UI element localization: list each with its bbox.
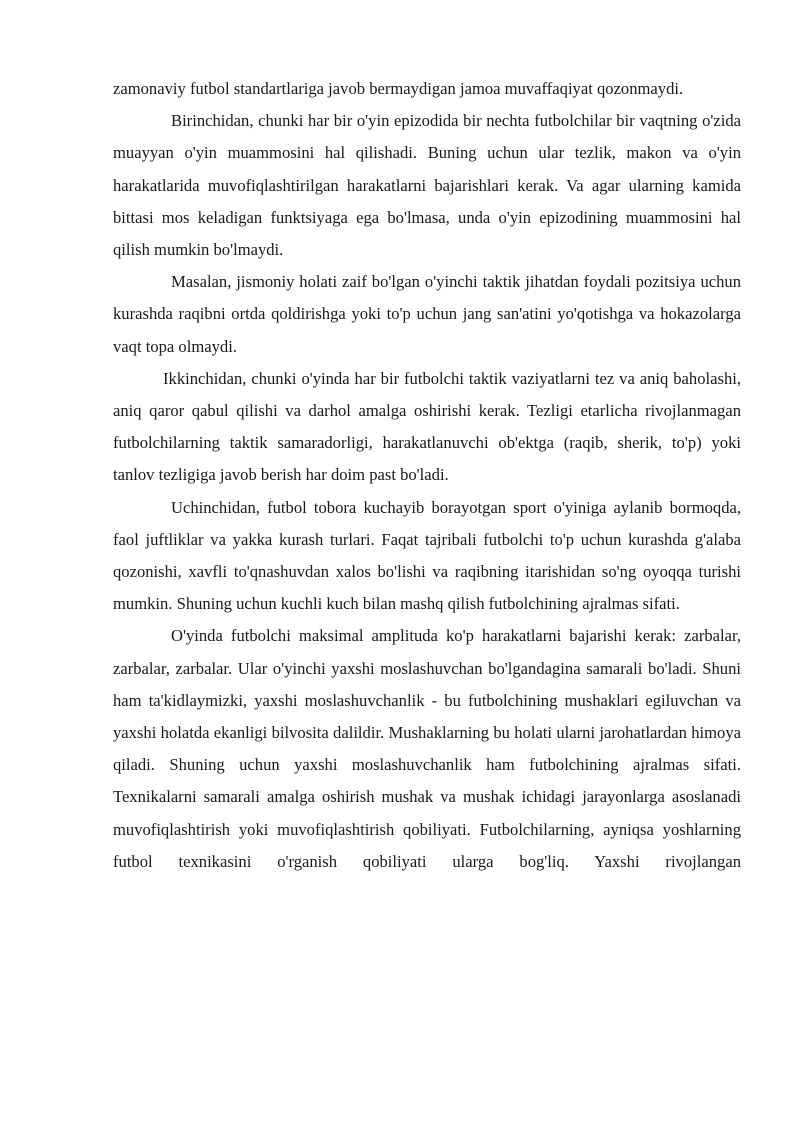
paragraph-6: O'yinda futbolchi maksimal amplituda ko'p harakatlarni bajarishi kerak: zarbalar, zarbalar, zarbalar. Ular o'yinchi yaxshi moslashuvchan bo'lgandagina samarali bo'ladi. Shuni ham ta'kidlaymizki, yaxshi moslashuvchanlik - bu futbolchining mushaklari egiluvchan va yaxshi holatda ekanligi bilvosita dalildir. Mushaklarning bu holati ularni jarohatlardan himoya qiladi. Shuning uchun yaxshi moslashuvchanlik ham futbolchining ajralmas sifati. Texnikalarni samarali amalga oshirish mushak va mushak ichidagi jarayonlarga asoslanadi muvofiqlashtirish yoki muvofiqlashtirish qobiliyati. Futbolchilarning, ayniqsa yoshlarning futbol texnikasini o'rganish qobiliyati ularga bog'liq. Yaxshi rivojlangan — [113, 626, 741, 871]
paragraph-4: Ikkinchidan, chunki o'yinda har bir futbolchi taktik vaziyatlarni tez va aniq baholashi, aniq qaror qabul qilishi va darhol amalga oshirishi kerak. Tezligi etarlicha rivojlanmagan futbolchilarning taktik samaradorligi, harakatlanuvchi ob'ektga (raqib, sherik, to'p) yoki tanlov tezligiga javob berish har doim past bo'ladi. — [113, 368, 741, 485]
paragraph-1: zamonaviy futbol standartlariga javob bermaydigan jamoa muvaffaqiyat qozonmaydi. — [113, 79, 684, 98]
paragraph-2: Birinchidan, chunki har bir o'yin epizodida bir nechta futbolchilar bir vaqtning o'zida muayyan o'yin muammosini hal qilishadi. Buning uchun ular tezlik, makon va o'yin harakatlarida muvofiqlashtirilgan harakatlarni bajarishlari kerak. Va agar ularning kamida bittasi mos keladigan funktsiyaga ega bo'lmasa, unda o'yin epizodining muammosini hal qilish mumkin bo'lmaydi. — [113, 111, 741, 260]
document-body — [113, 73, 741, 878]
paragraph-3: Masalan, jismoniy holati zaif bo'lgan o'yinchi taktik jihatdan foydali pozitsiya uchun kurashda raqibni ortda qoldirishga yoki to'p uchun jang san'atini yo'qotishga va hokazolarga vaqt topa olmaydi. — [113, 272, 741, 356]
paragraph-5: Uchinchidan, futbol tobora kuchayib borayotgan sport o'yiniga aylanib bormoqda, faol juftliklar va yakka kurash turlari. Faqat tajribali futbolchi to'p uchun kurashda g'alaba qozonishi, xavfli to'qnashuvdan xalos bo'lishi va raqibning itarishidan so'ng oyoqqa turishi mumkin. Shuning uchun kuchli kuch bilan mashq qilish futbolchining ajralmas sifati. — [113, 497, 741, 614]
